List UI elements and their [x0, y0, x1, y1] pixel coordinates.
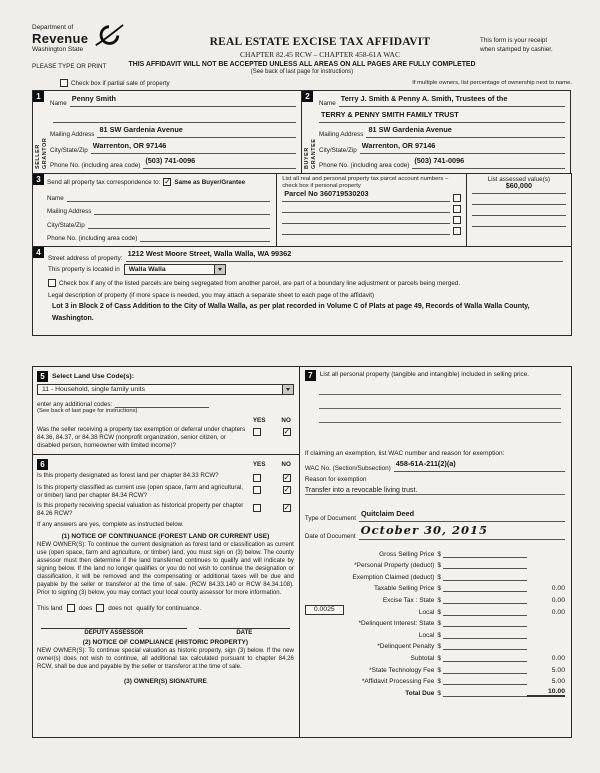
buyer-phone-value: (503) 741-0096: [414, 156, 465, 165]
dollar-sign: $: [437, 596, 441, 604]
fee-row-delinquent-interest-state: [305, 616, 565, 628]
see-back-note: (See back of last page for instructions): [250, 69, 354, 75]
section7-number: 7: [305, 370, 316, 381]
parcel-row-1: [282, 188, 461, 202]
forest-yes-checkbox[interactable]: [253, 474, 261, 482]
parcel-numbers-header: List all real and personal property tax parcel account numbers – check box if personal property: [282, 176, 449, 190]
section3-number: 3: [33, 174, 44, 185]
located-in-label: This property is located in: [48, 266, 120, 273]
forest-no-checkbox[interactable]: ✓: [283, 473, 291, 483]
seller-grantor-box: [32, 90, 302, 174]
same-as-buyer-checkbox[interactable]: ✓: [164, 177, 171, 186]
dollar-sign: $: [437, 550, 441, 558]
current-use-yes-checkbox[interactable]: [253, 486, 261, 494]
dollar-sign: $: [437, 620, 441, 628]
section5-yes-no-header: [253, 417, 291, 424]
reason-value: Transfer into a revocable living trust.: [304, 487, 418, 494]
date-line: DATE: [199, 628, 290, 636]
corr-name-label: Name: [47, 194, 64, 202]
wac-row: [305, 457, 565, 472]
seller-csz-value: Warrenton, OR 97146: [92, 140, 167, 150]
fee-label: Exemption Claimed (deduct): [352, 573, 435, 581]
notice-compliance-body: NEW OWNER(S): To continue special valuation as historic property, sign (3) below. If the new owner(s) does not wish to continue, all additional tax calculated pursuant to chapter 84.26 RCW, shall be due and payable by the seller or transferor at the time of sale.: [37, 648, 294, 671]
fee-amount: 0.00: [551, 596, 565, 604]
partial-sale-label: Check box if partial sale of property: [71, 79, 170, 87]
fee-row-gross: [305, 546, 565, 558]
fee-amount: 5.00: [551, 678, 565, 686]
assessed-blank-row-2: [472, 205, 566, 216]
buyer-csz-value: Warrenton, OR 97146: [361, 140, 436, 150]
parcel-personal-checkbox-3[interactable]: [453, 216, 461, 224]
fee-row-personal: [305, 558, 565, 570]
seller-phone-row: [50, 156, 296, 169]
this-land-label: This land: [37, 604, 63, 612]
corr-mailing-label: Mailing Address: [47, 208, 92, 215]
chevron-down-icon: [218, 268, 222, 271]
doc-type-row: [305, 507, 565, 522]
assessed-values-header: List assessed value(s): [487, 176, 551, 183]
partial-sale-checkbox[interactable]: [60, 79, 68, 87]
no-label: NO: [281, 417, 291, 424]
logo-revenue: Revenue: [32, 31, 89, 46]
doc-date-row: [305, 522, 565, 540]
seller-csz-label: City/State/Zip: [50, 146, 88, 154]
street-address-row: [48, 249, 563, 262]
receipt-note: [480, 24, 572, 54]
dollar-sign: $: [437, 608, 441, 616]
seller-name-row: [50, 94, 296, 107]
correspondence-row: [47, 176, 270, 188]
personal-property-line-3: [319, 409, 561, 423]
seller-phone-label: Phone No. (including area code): [50, 162, 141, 169]
land-qualify-row: [37, 604, 294, 612]
parcel-personal-checkbox-1[interactable]: [453, 194, 461, 202]
dollar-sign: $: [437, 689, 441, 697]
notice-continuance-title: (1) NOTICE OF CONTINUANCE (FOREST LAND OR CURRENT USE): [61, 533, 270, 541]
fee-amount: 0.00: [551, 654, 565, 662]
fee-table: [305, 546, 565, 697]
section1-number: 1: [33, 91, 44, 102]
parcel-row-2: [282, 202, 461, 213]
section6-yes-no-header: [253, 461, 291, 468]
logo-department-of: Department of: [32, 24, 74, 31]
fee-label: Excise Tax : State: [382, 596, 435, 604]
current-use-question: Is this property classified as current use (open space, farm and agricultural, or timber) land per chapter 84.34 RCW?: [37, 484, 244, 500]
historic-no-checkbox[interactable]: ✓: [283, 503, 291, 513]
land-use-dropdown[interactable]: [37, 384, 294, 395]
fee-label: *State Technology Fee: [369, 666, 435, 674]
personal-property-line-2: [319, 395, 561, 409]
section5-land-use: [33, 367, 299, 455]
parcel-personal-checkbox-2[interactable]: [453, 205, 461, 213]
parcel-row-3: [282, 213, 461, 224]
if-yes-note: If any answers are yes, complete as instructed below.: [37, 521, 184, 529]
form-chapter: CHAPTER 82.45 RCW – CHAPTER 458-61A WAC: [240, 50, 400, 59]
form-title: REAL ESTATE EXCISE TAX AFFIDAVIT: [209, 36, 431, 48]
section4-property: [32, 246, 572, 336]
wac-label: WAC No. (Section/Subsection): [304, 465, 391, 472]
fee-label: Gross Selling Price: [379, 550, 435, 558]
fee-row-technology: [305, 662, 565, 674]
dollar-sign: $: [437, 654, 441, 662]
buyer-side-label: [304, 93, 319, 169]
assessed-blank-row-3: [472, 216, 566, 227]
seller-mailing-value: 81 SW Gardenia Avenue: [99, 125, 183, 134]
dollar-sign: $: [437, 631, 441, 639]
partial-sale-row: [60, 79, 572, 87]
forest-land-row: [37, 472, 294, 482]
grantee-word: GRANTEE: [311, 138, 317, 169]
fee-label: *Personal Property (deduct): [354, 562, 435, 570]
section4-number: 4: [33, 247, 44, 258]
title-block: [160, 24, 480, 59]
section5-number: 5: [37, 371, 48, 382]
fee-label: *Delinquent Interest: State: [358, 620, 435, 628]
forest-land-question: Is this property designated as forest land per chapter 84.33 RCW?: [37, 472, 219, 480]
section5-see-back: (See back of last page for instructions): [37, 408, 138, 414]
county-dropdown-value: Walla Walla: [128, 266, 166, 273]
deputy-assessor-line: DEPUTY ASSESSOR: [41, 628, 187, 636]
same-as-buyer-label: Same as Buyer/Grantee: [174, 178, 246, 186]
historic-yes-checkbox[interactable]: [253, 504, 261, 512]
legal-description-value: Lot 3 in Block 2 of Cass Addition to the City of Walla Walla, as per plat recorded in Volume C of Plats at page 49, Records of Walla Walla County, Washington.: [52, 303, 530, 322]
land-use-dropdown-button[interactable]: [282, 385, 293, 394]
dollar-sign: $: [437, 562, 441, 570]
qualify-label: qualify for continuance.: [136, 604, 202, 612]
notice-compliance-title: (2) NOTICE OF COMPLIANCE (HISTORIC PROPERTY): [82, 639, 249, 647]
form-header: [32, 24, 572, 59]
fee-label: Local: [418, 631, 435, 639]
buyer-csz-label: City/State/Zip: [319, 146, 357, 154]
buyer-name-label: Name: [319, 100, 336, 107]
section2-number: 2: [302, 91, 313, 102]
current-use-row: [37, 484, 294, 500]
assessed-blank-row-1: [472, 194, 566, 205]
buyer-phone-label: Phone No. (including area code): [319, 162, 410, 169]
fee-label: Total Due: [405, 689, 435, 697]
dollar-sign: $: [437, 573, 441, 581]
warning-row: [32, 61, 572, 75]
land-use-dropdown-value: 11 - Household, single family units: [42, 386, 146, 393]
parcel-number-value: Parcel No 360719530203: [284, 188, 369, 198]
doc-date-label: Date of Document: [304, 533, 356, 540]
fee-label: Subtotal: [410, 654, 435, 662]
deferral-question-row: [37, 426, 294, 450]
buyer-mailing-value: 81 SW Gardenia Avenue: [368, 125, 452, 134]
dor-logo: [32, 24, 160, 53]
county-dropdown[interactable]: [124, 264, 226, 275]
corr-mailing-row: [47, 203, 270, 215]
fee-row-exemption: [305, 569, 565, 581]
additional-codes-row: [37, 397, 294, 408]
fee-label: *Affidavit Processing Fee: [361, 678, 435, 686]
seller-name-label: Name: [50, 100, 67, 107]
yes-label: YES: [252, 417, 266, 424]
doc-date-value: October 30, 2015: [360, 523, 489, 537]
deferral-yes-checkbox[interactable]: [253, 428, 261, 436]
corr-phone-label: Phone No. (including area code): [47, 235, 138, 242]
section3-tax-correspondence: [32, 173, 572, 247]
dollar-sign: $: [437, 643, 441, 651]
chevron-down-icon: [286, 388, 290, 391]
doc-type-value: Quitclaim Deed: [360, 509, 415, 518]
please-type-or-print: PLEASE TYPE OR PRINT: [32, 63, 107, 70]
land-use-title: Select Land Use Code(s):: [52, 372, 134, 380]
yes-label: YES: [252, 460, 266, 468]
seller-side-label: [35, 93, 50, 169]
fee-row-total-due: [305, 685, 565, 697]
fee-amount: 10.00: [527, 688, 565, 697]
exemption-intro: If claiming an exemption, list WAC number and reason for exemption:: [304, 450, 505, 457]
fee-row-local: [305, 604, 565, 616]
does-not-label: does not: [108, 604, 133, 612]
segregated-label: Check box if any of the listed parcels are being segregated from another parcel, are part of a boundary line adjustment or parcels being merged.: [59, 279, 461, 287]
historic-row: [37, 502, 294, 518]
doc-type-label: Type of Document: [304, 515, 356, 522]
reason-label: Reason for exemption: [304, 476, 367, 483]
section6-designation: [33, 455, 299, 737]
dollar-sign: $: [437, 585, 441, 593]
buyer-trust-value: TERRY & PENNY SMITH FAMILY TRUST: [321, 109, 459, 119]
logo-washington-state: Washington State: [32, 46, 84, 53]
buyer-grantee-box: [301, 90, 571, 174]
corr-phone-row: [47, 230, 270, 242]
fee-amount: 5.00: [551, 666, 565, 674]
fee-row-subtotal: [305, 650, 565, 662]
parcel-personal-checkbox-4[interactable]: [453, 227, 461, 235]
fee-row-excise-state: [305, 592, 565, 604]
corr-csz-label: City/State/Zip: [47, 221, 85, 229]
multiple-owners-note: If multiple owners, list percentage of ownership next to name.: [412, 80, 572, 86]
fee-row-delinquent-penalty: [305, 639, 565, 651]
seller-phone-value: (503) 741-0096: [145, 156, 196, 165]
located-in-row: [48, 262, 563, 277]
no-label: NO: [281, 460, 291, 468]
reason-line: [305, 484, 565, 495]
street-address-label: Street address of property:: [48, 255, 123, 262]
segregated-row: [48, 277, 563, 289]
buyer-word: BUYER: [304, 147, 311, 169]
local-rate-box: 0.0025: [305, 605, 344, 615]
segregated-checkbox[interactable]: [48, 279, 56, 287]
notice-continuance-body: NEW OWNER(S): To continue the current designation as forest land or classification as current use (open space, farm and agriculture, or timber) land, you must sign on (3) below. The county assessor must then determine if the land transferred continues to qualify and will indicate by signing below. If the land no longer qualifies or you do not wish to continue the designation or classification, it will be removed and the compensating or additional taxes will be due and payable by the seller or transferor at the time of sale. (RCW 84.33.140 or RCW 84.34.108). Prior to signing (3) below, you may contact your local county assessor for more information.: [37, 542, 294, 597]
section7-selling-price: [300, 367, 571, 737]
fee-row-affidavit-processing: [305, 674, 565, 686]
fee-amount: 0.00: [551, 585, 565, 593]
historic-question: Is this property receiving special valuation as historical property per chapter 84.26 RCW?: [37, 502, 244, 518]
fee-row-taxable: [305, 581, 565, 593]
corr-csz-row: [47, 217, 270, 229]
street-address-value: 1212 West Moore Street, Walla Walla, WA 99362: [127, 249, 292, 258]
deferral-question: Was the seller receiving a property tax exemption or deferral under chapters 84.36, 84.37, or 84.38 RCW (nonprofit organization, senior citizen, or disabled person, homeowner with limited income)?: [37, 426, 246, 450]
fee-label: Local: [418, 608, 435, 616]
does-label: does: [78, 604, 93, 612]
land-does-not-checkbox[interactable]: [96, 604, 104, 612]
buyer-phone-row: [319, 156, 565, 169]
seller-word: SELLER: [35, 144, 42, 169]
county-dropdown-button[interactable]: [214, 265, 225, 274]
dollar-sign: $: [437, 678, 441, 686]
legal-description-label: Legal description of property (if more space is needed, you may attach a separate sheet to each page of the affidavit): [48, 292, 375, 299]
assessed-value: $60,000: [505, 181, 533, 190]
fee-label: *Delinquent Penalty: [377, 643, 435, 651]
receipt-line2: when stamped by cashier.: [480, 45, 553, 53]
parcel-row-4: [282, 224, 461, 235]
current-use-no-checkbox[interactable]: ✓: [283, 485, 291, 495]
fee-row-delinquent-interest-local: [305, 627, 565, 639]
send-correspondence-label: Send all property tax correspondence to:: [47, 178, 161, 186]
bottom-sections: [32, 366, 572, 738]
section6-number: 6: [37, 459, 48, 470]
grantor-word: GRANTOR: [42, 137, 48, 169]
buyer-mailing-label: Mailing Address: [319, 131, 364, 138]
dollar-sign: $: [437, 666, 441, 674]
corr-name-row: [47, 190, 270, 202]
deferral-no-checkbox[interactable]: ✓: [283, 427, 291, 436]
personal-property-line-1: [319, 381, 561, 395]
buyer-name-value: Terry J. Smith & Penny A. Smith, Trustees of the: [340, 94, 508, 103]
additional-codes-label: enter any additional codes:: [37, 401, 113, 408]
wac-value: 458-61A-211(2)(a): [395, 459, 456, 468]
land-does-checkbox[interactable]: [67, 604, 75, 612]
seller-mailing-label: Mailing Address: [50, 131, 95, 138]
fee-label: Taxable Selling Price: [374, 585, 435, 593]
fee-amount: 0.00: [551, 608, 565, 616]
assessor-signature-row: [37, 628, 294, 636]
personal-property-label: List all personal property (tangible and intangible) included in selling price.: [319, 371, 530, 378]
not-accepted-warning: THIS AFFIDAVIT WILL NOT BE ACCEPTED UNLESS ALL AREAS ON ALL PAGES ARE FULLY COMPLETED: [128, 61, 476, 68]
owners-signature-title: (3) OWNER(S) SIGNATURE: [123, 678, 207, 686]
receipt-line1: This form is your receipt: [480, 37, 548, 44]
seller-name-value: Penny Smith: [71, 94, 116, 103]
parties-row: [32, 90, 572, 174]
revenue-logo-icon: [94, 24, 124, 47]
assessed-value-row: [472, 183, 566, 194]
